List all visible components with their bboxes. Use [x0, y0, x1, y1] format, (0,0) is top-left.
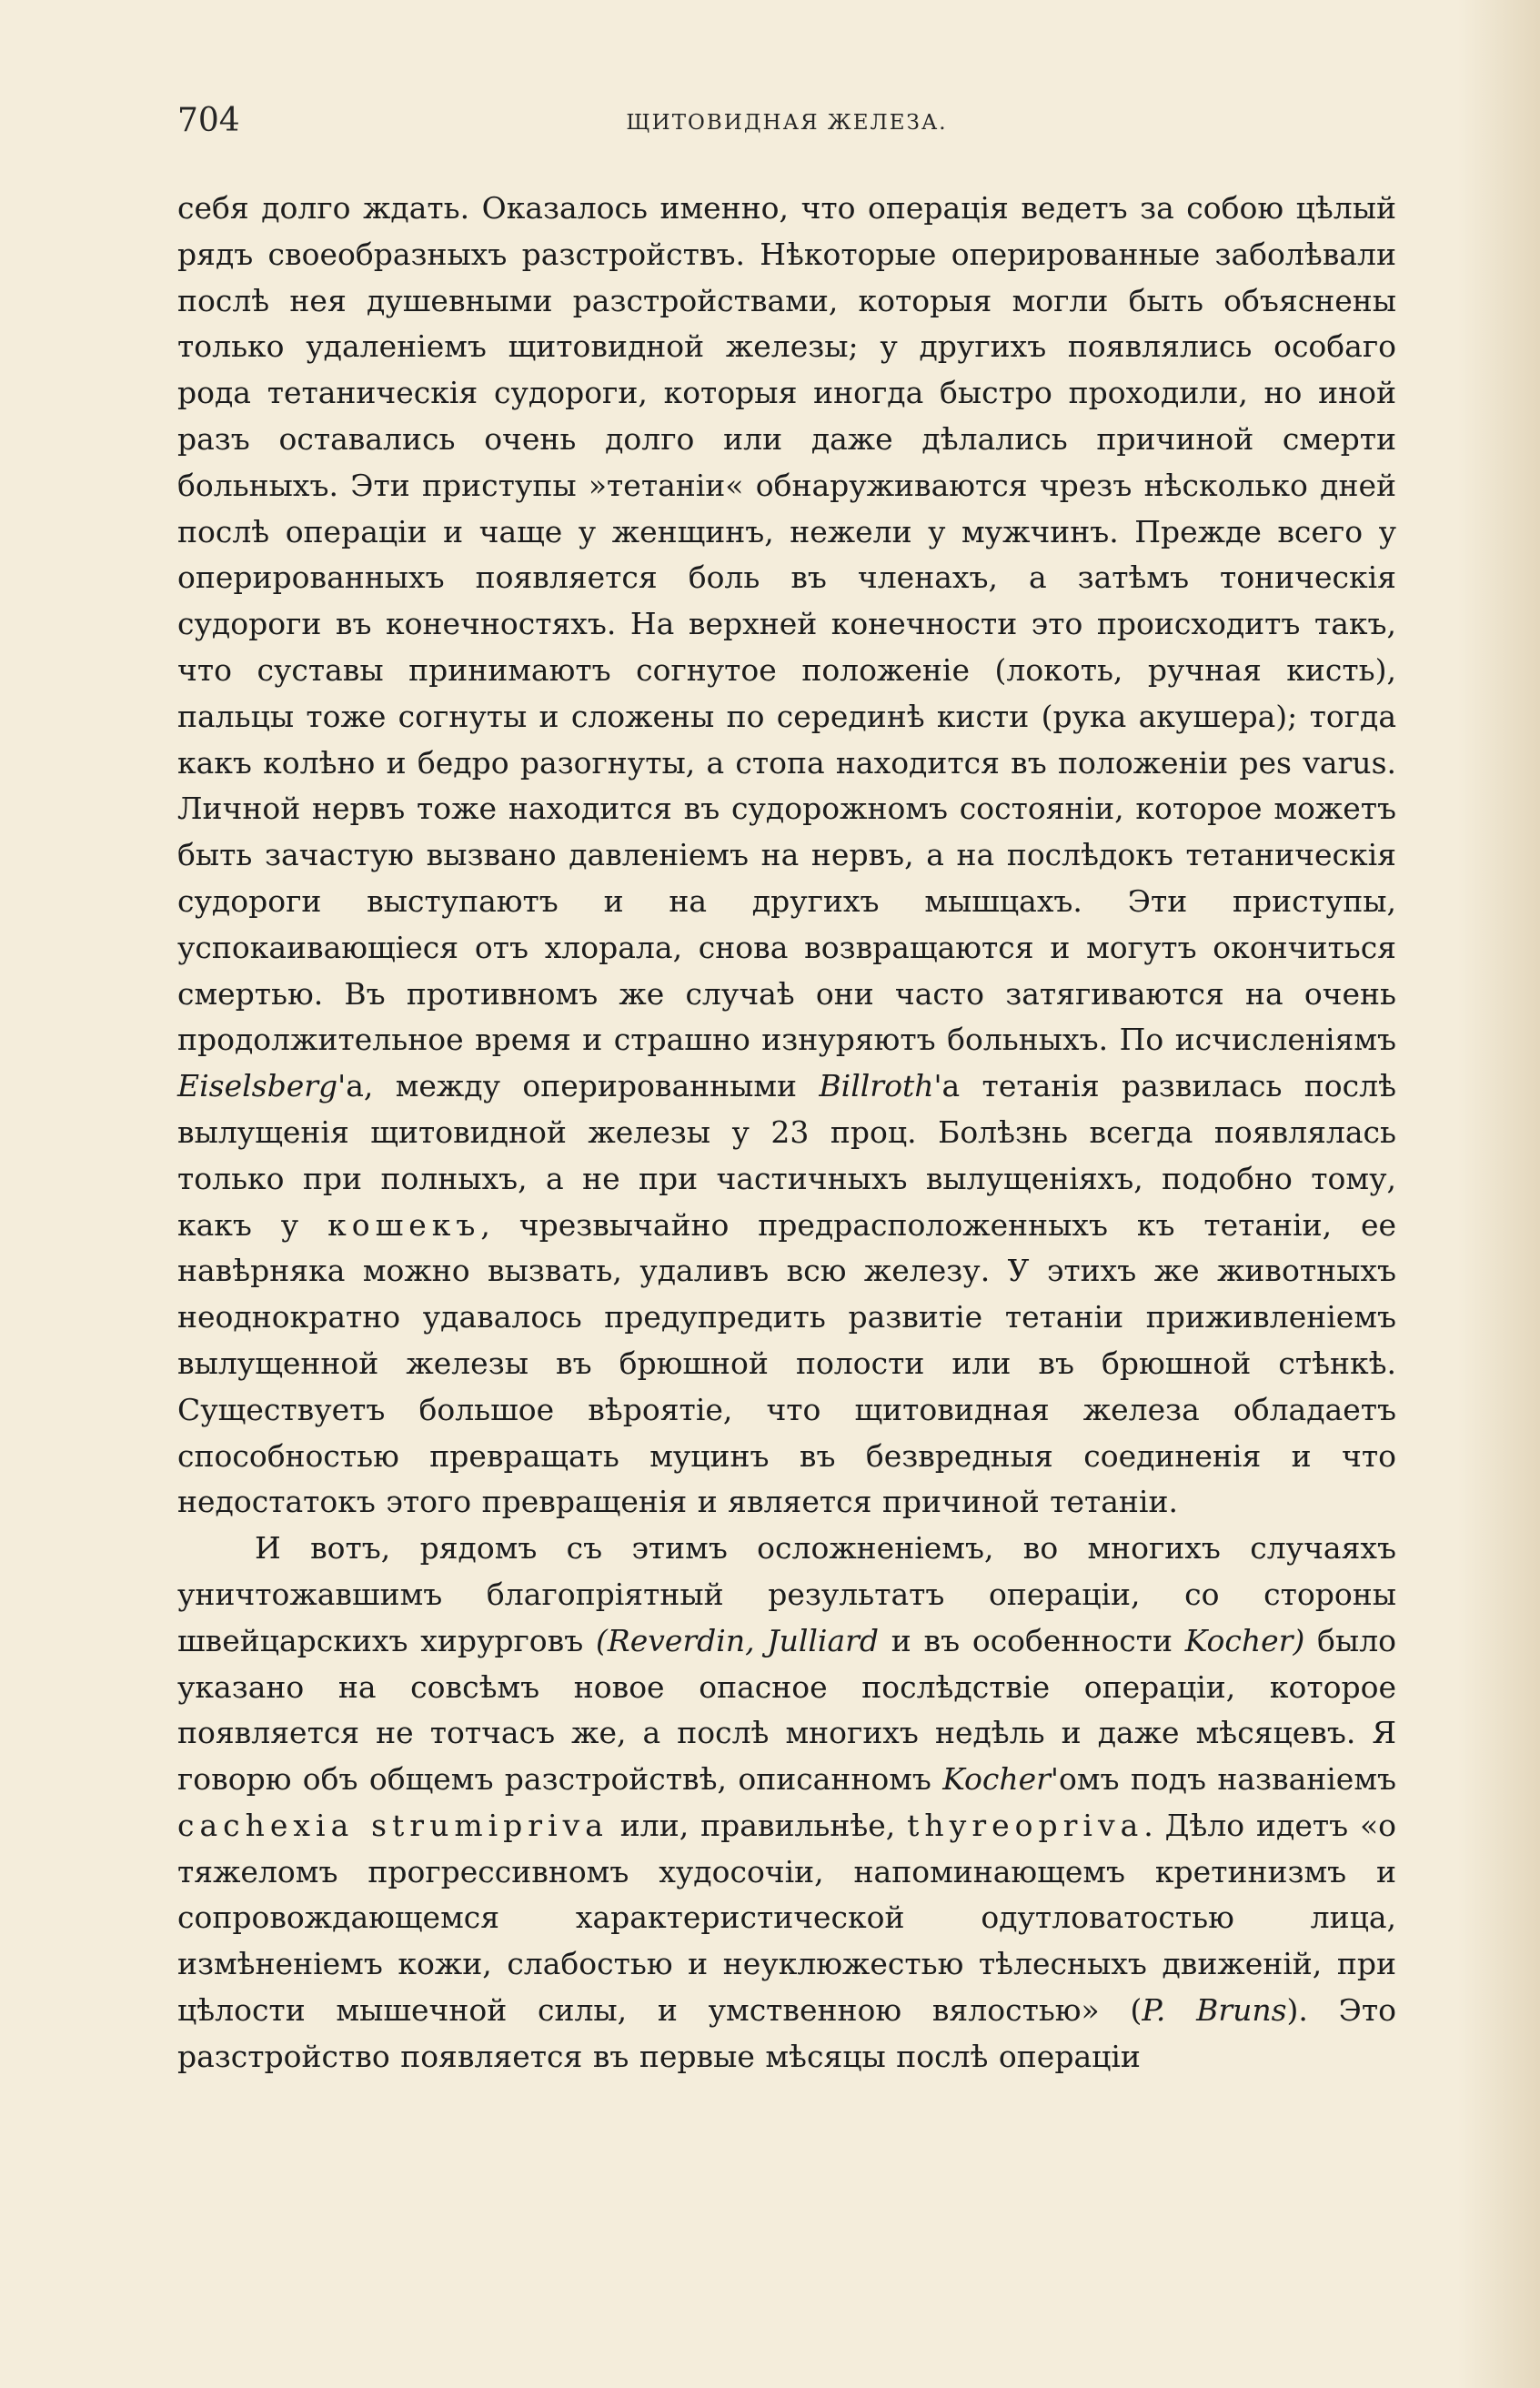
author-name-eiselsberg: Eiselsberg — [177, 1068, 338, 1104]
paragraph-2 — [177, 1526, 1396, 2081]
author-name-billroth: Billroth — [819, 1068, 934, 1104]
author-names-reverdin-julliard: (Reverdin, Julliard — [595, 1622, 880, 1658]
text-run: или, правильнѣе, — [608, 1807, 908, 1843]
text-run: , чрезвычайно предрасположенныхъ къ тетаніи, ее навѣрняка можно вызвать, удаливъ всю железу. У этихъ же животныхъ неоднократно удавалось предупредить развитіе тетаніи приживленіемъ вылущенной железы въ брюшной полости или въ брюшной стѣнкѣ. Существуетъ большое вѣроятіе, что щитовидная железа обладаетъ способностью превращать муцинъ въ безвредныя соединенія и что недостатокъ этого превращенія и является причиной тетаніи. — [177, 1206, 1396, 1520]
text-run: . Дѣло идетъ «о тяжеломъ прогрессивномъ худосочіи, напоминающемъ кретинизмъ и сопровождающемся характеристической одутловатостью лица, измѣненіемъ кожи, слабостью и неуклюжестью тѣлесныхъ движеній, при цѣлости мышечной силы, и умственною вялостью» ( — [177, 1807, 1397, 2029]
emphasized-term: cachexia strumipriva — [177, 1807, 609, 1843]
text-run: ). Это разстройство появляется въ первые мѣсяцы послѣ операціи — [177, 1992, 1397, 2074]
text-run: себя долго ждать. Оказалось именно, что операція ведетъ за собою цѣлый рядъ своеобразныхъ разстройствъ. Нѣкоторые оперированные заболѣвали послѣ нея душевными разстройствами, которыя могли быть объяснены только удаленіемъ щитовидной железы; у другихъ появлялись особаго рода тетаническія судороги, которыя иногда быстро проходили, но иной разъ оставались очень долго или даже дѣлались причиной смерти больныхъ. Эти приступы »тетаніи« обнаруживаются чрезъ нѣсколько дней послѣ операціи и чаще у женщинъ, нежели у мужчинъ. Прежде всего у оперированныхъ появляется боль въ членахъ, а затѣмъ тоническія судороги въ конечностяхъ. На верхней конечности это происходитъ такъ, что суставы принимаютъ согнутое положеніе (локоть, ручная кисть), пальцы тоже согнуты и сложены по серединѣ кисти (рука акушера); тогда какъ колѣно и бедро разогнуты, а стопа находится въ положеніи pes varus. Личной нервъ тоже находится въ судорожномъ состояніи, которое можетъ быть зачастую вызвано давленіемъ на нервъ, а на послѣдокъ тетаническія судороги выступаютъ и на другихъ мышцахъ. Эти приступы, успокаивающіеся отъ хлорала, снова возвращаются и могутъ окончиться смертью. Въ противномъ же случаѣ они часто затягиваются на очень продолжительное время и страшно изнуряютъ больныхъ. По исчисленіямъ — [177, 190, 1396, 1058]
text-run: И вотъ, рядомъ съ этимъ осложненіемъ, во многихъ случаяхъ уничтожавшимъ благопріятный результатъ операціи, со стороны швейцарскихъ хирурговъ — [177, 1530, 1396, 1658]
emphasized-term: кошекъ — [327, 1206, 481, 1243]
text-run: 'а тетанія развилась послѣ вылущенія щитовидной железы у 23 проц. Болѣзнь всегда появлялась только при полныхъ, а не при частичныхъ вылущеніяхъ, подобно тому, какъ у — [177, 1068, 1396, 1243]
text-run: и въ особенности — [879, 1622, 1185, 1658]
author-name-bruns: P. Bruns — [1142, 1992, 1287, 2029]
page-number: 704 — [177, 102, 240, 139]
emphasized-term: thyreopriva — [907, 1807, 1144, 1843]
body-text — [177, 186, 1396, 2081]
page-header — [177, 102, 1396, 147]
author-name-kocher: Kocher) — [1184, 1622, 1305, 1658]
text-run: 'омъ подъ названіемъ — [1050, 1761, 1396, 1798]
text-run: 'а, между оперированными — [337, 1068, 820, 1104]
text-run: было указано на совсѣмъ новое опасное послѣдствіе операціи, которое появляется не тотчасъ же, а послѣ многихъ недѣль и даже мѣсяцевъ. Я говорю объ общемъ разстройствѣ, описанномъ — [177, 1622, 1397, 1798]
page-edge-shadow — [1458, 0, 1540, 2388]
paragraph-1 — [177, 186, 1396, 1526]
author-name-kocher: Kocher — [942, 1761, 1051, 1798]
running-title: ЩИТОВИДНАЯ ЖЕЛЕЗА. — [626, 111, 948, 135]
